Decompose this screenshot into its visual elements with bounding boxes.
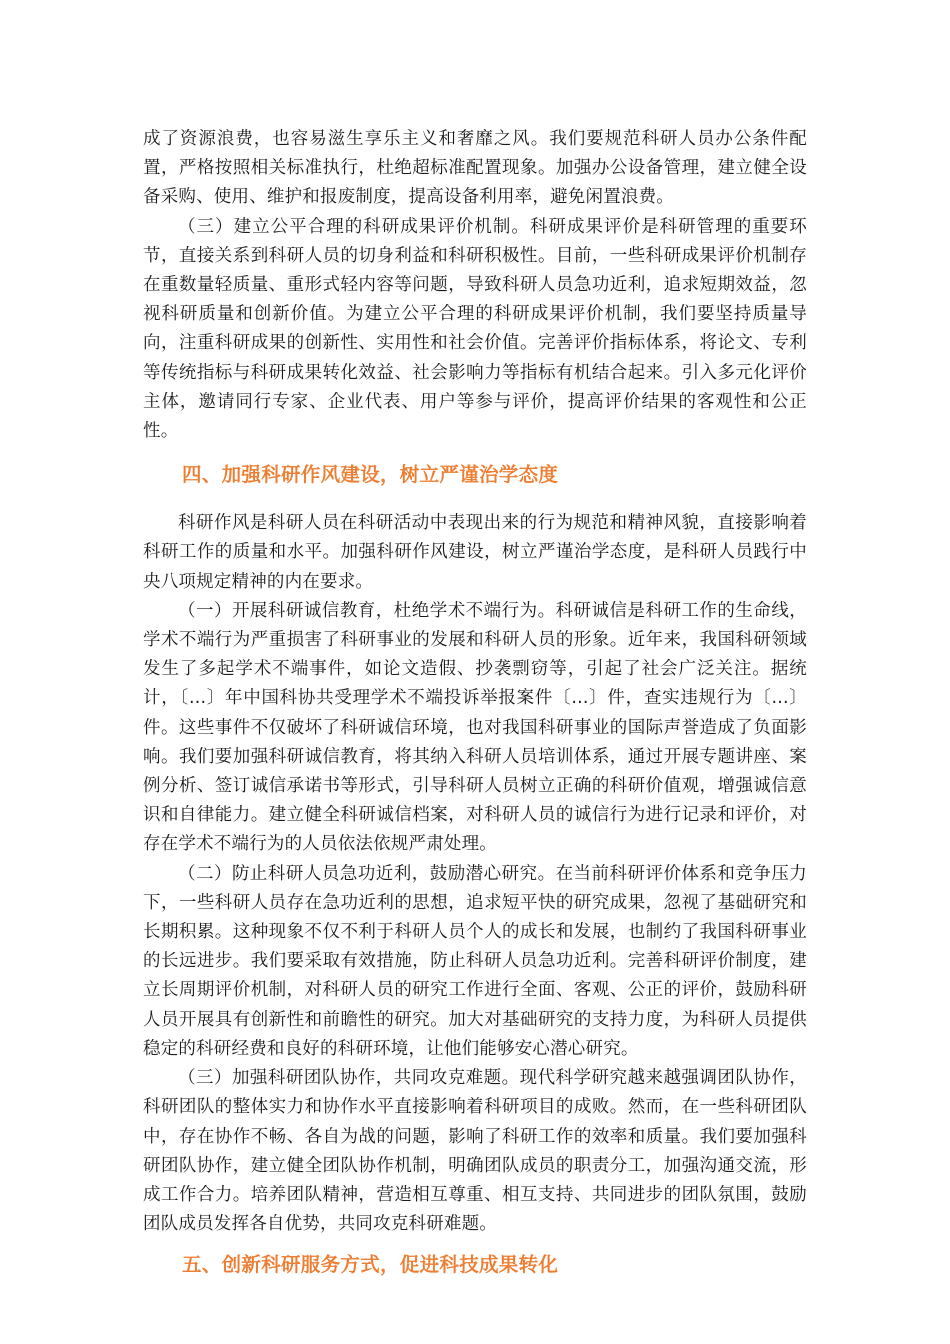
body-paragraph: 成了资源浪费，也容易滋生享乐主义和奢靡之风。我们要规范科研人员办公条件配置，严格按照相关标准执行，杜绝超标准配置现象。加强办公设备管理，建立健全设备采购、使用、维护和报废制度，提高设备利用率，避免闲置浪费。	[143, 129, 807, 208]
body-paragraph: （一）开展科研诚信教育，杜绝学术不端行为。科研诚信是科研工作的生命线，学术不端行为严重损害了科研事业的发展和科研人员的形象。近年来，我国科研领域发生了多起学术不端事件，如论文造假、抄袭剽窃等，引起了社会广泛关注。据统计，〔...〕年中国科协共受理学术不端投诉举报案件〔...〕件，查实违规行为〔...〕件。这些事件不仅破坏了科研诚信环境，也对我国科研事业的国际声誉造成了负面影响。我们要加强科研诚信教育，将其纳入科研人员培训体系，通过开展专题讲座、案例分析、签订诚信承诺书等形式，引导科研人员树立正确的科研价值观，增强诚信意识和自律能力。建立健全科研诚信档案，对科研人员的诚信行为进行记录和评价，对存在学术不端行为的人员依法依规严肃处理。	[143, 600, 807, 855]
document-page	[143, 125, 807, 1279]
body-paragraph: 科研作风是科研人员在科研活动中表现出来的行为规范和精神风貌，直接影响着科研工作的质量和水平。加强科研作风建设，树立严谨治学态度，是科研人员践行中央八项规定精神的内在要求。	[143, 513, 807, 592]
body-paragraph: （三）加强科研团队协作，共同攻克难题。现代科学研究越来越强调团队协作，科研团队的整体实力和协作水平直接影响着科研项目的成败。然而，在一些科研团队中，存在协作不畅、各自为战的问题，影响了科研工作的效率和质量。我们要加强科研团队协作，建立健全团队协作机制，明确团队成员的职责分工，加强沟通交流，形成工作合力。培养团队精神，营造相互尊重、相互支持、共同进步的团队氛围，鼓励团队成员发挥各自优势，共同攻克科研难题。	[143, 1068, 807, 1235]
section-heading-5: 五、创新科研服务方式，促进科技成果转化	[182, 1253, 559, 1277]
body-paragraph: （二）防止科研人员急功近利，鼓励潜心研究。在当前科研评价体系和竞争压力下，一些科研人员存在急功近利的思想，追求短平快的研究成果，忽视了基础研究和长期积累。这种现象不仅不利于科研人员个人的成长和发展，也制约了我国科研事业的长远进步。我们要采取有效措施，防止科研人员急功近利。完善科研评价制度，建立长周期评价机制，对科研人员的研究工作进行全面、客观、公正的评价，鼓励科研人员开展具有创新性和前瞻性的研究。加大对基础研究的支持力度，为科研人员提供稳定的科研经费和良好的科研环境，让他们能够安心潜心研究。	[143, 863, 807, 1059]
body-paragraph: （三）建立公平合理的科研成果评价机制。科研成果评价是科研管理的重要环节，直接关系到科研人员的切身利益和科研积极性。目前，一些科研成果评价机制存在重数量轻质量、重形式轻内容等问题，导致科研人员急功近利，追求短期效益，忽视科研质量和创新价值。为建立公平合理的科研成果评价机制，我们要坚持质量导向，注重科研成果的创新性、实用性和社会价值。完善评价指标体系，将论文、专利等传统指标与科研成果转化效益、社会影响力等指标有机结合起来。引入多元化评价主体，邀请同行专家、企业代表、用户等参与评价，提高评价结果的客观性和公正性。	[143, 216, 807, 442]
section-heading-4: 四、加强科研作风建设，树立严谨治学态度	[182, 463, 559, 487]
